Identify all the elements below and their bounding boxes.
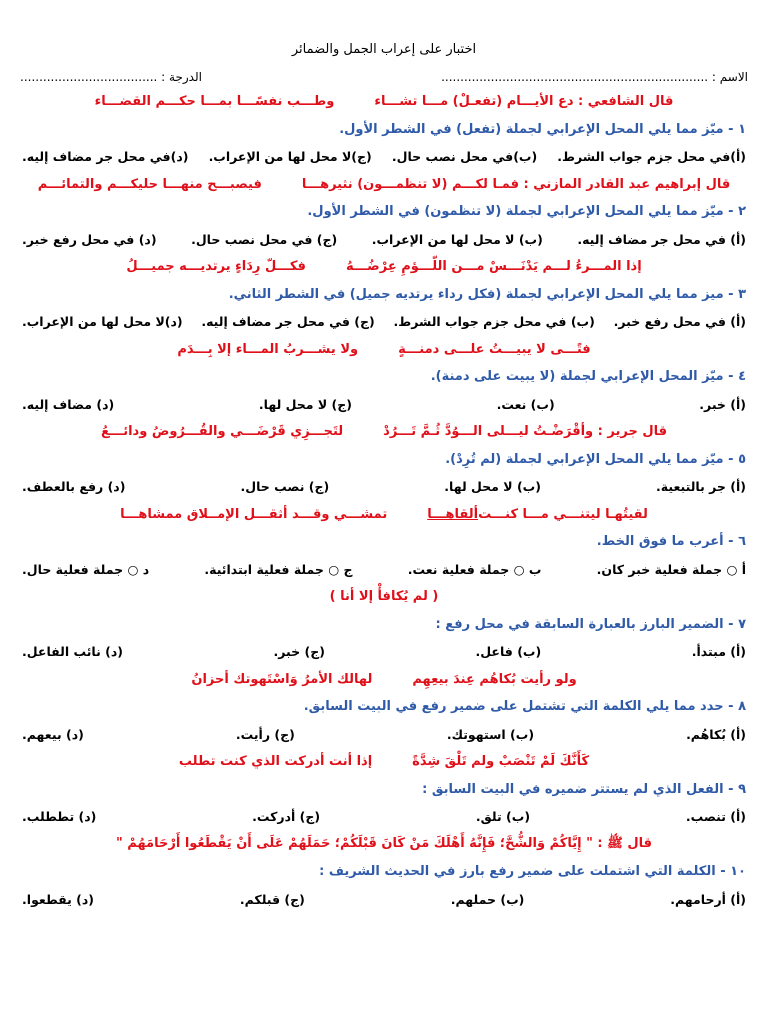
verse-line (0, 336, 768, 364)
answer-option[interactable]: ب ○ جملة فعلية نعت. (407, 561, 542, 577)
answer-option[interactable]: (أ) جر بالتبعية. (656, 479, 746, 495)
verse-first-half: كَأَنَّكَ لَمْ تَنْصَبْ ولم تَلْقَ شِدَّةً (412, 754, 590, 770)
answer-option[interactable]: (د) مضاف إليه. (22, 396, 115, 412)
answer-option[interactable]: (ب) تلق. (475, 809, 531, 825)
answer-option[interactable]: (ب) فاعل. (475, 644, 542, 660)
verse-first-half: قال إبراهيم عبد القادر المازني : فمـا لكـــم (لا تنظمـــون) نثيرهـــا (301, 176, 731, 192)
answer-option[interactable]: (ج)لا محل لها من الإعراب. (208, 149, 372, 165)
name-dots: ...................................................................... (441, 70, 709, 84)
answer-option[interactable]: ج ○ جملة فعلية ابتدائية. (204, 561, 353, 577)
verse-first-half: قال جرير : وأقْرَضْـتُ ليـــلى الـــوُدَّ ثُـمَّ تَـــرُدْ (383, 424, 668, 440)
answer-option[interactable]: (د) في محل رفع خبر. (22, 231, 157, 247)
verse-second-half: لهالك الأمرُ وَاسْتَهوتك أحزانُ (191, 671, 373, 687)
question-text: ٩ - الفعل الذي لم يستتر ضميره في البيت السابق : (422, 781, 746, 797)
verse-first-half: فتًـــى لا يبيـــتُ علـــى دمنـــةٍ (398, 341, 591, 357)
answer-option[interactable]: (أ) خبر. (699, 396, 746, 412)
answer-option[interactable]: (ب) في محل جزم جواب الشرط. (393, 314, 595, 330)
verse-first-half: قال الشافعي : دع الأيـــام (تفعـلْ) مـــا تشـــاء (374, 94, 674, 110)
verse-line (0, 666, 768, 694)
answer-option[interactable]: (أ) أرحامهم. (670, 891, 746, 907)
answer-option[interactable]: (أ)في محل جزم جواب الشرط. (557, 149, 746, 165)
answer-option[interactable]: (د) رفع بالعطف. (22, 479, 126, 495)
answer-options (0, 143, 768, 171)
verse-line (0, 253, 768, 281)
verse-line (0, 831, 768, 859)
verse-first-half: إذا المـــرءُ لـــم يَدْنَـــسْ مـــن اللّـــؤمِ عِرْضُـــهُ (345, 259, 642, 275)
answer-options (0, 638, 768, 666)
verse-first-half: ( لم يُكافأْ إلا أنا ) (329, 589, 439, 605)
verse-second-half: فكـــلّ رِدَاءٍ يرتديـــه جميـــلُ (126, 259, 306, 275)
question-text: ٧ - الضمير البارز بالعبارة السابقة في محل رفع : (435, 616, 746, 632)
answer-option[interactable]: د ○ جملة فعلية حال. (22, 561, 150, 577)
answer-option[interactable]: (د) نائب الفاعل. (22, 644, 123, 660)
answer-options (0, 803, 768, 831)
exam-body (0, 88, 768, 913)
question-text: ١٠ - الكلمة التي اشتملت على ضمير رفع بارز في الحديث الشريف : (319, 864, 746, 880)
answer-options (0, 391, 768, 419)
answer-option[interactable]: (د) يقطعوا. (22, 891, 95, 907)
answer-option[interactable]: (د) بيعهم. (22, 726, 84, 742)
student-info-row (0, 66, 768, 88)
answer-option[interactable]: (د)في محل جر مضاف إليه. (22, 149, 189, 165)
answer-option[interactable]: (ب) نعت. (496, 396, 555, 412)
grade-label: الدرجة : (161, 70, 202, 84)
question-text: ٤ - ميّز المحل الإعرابي لجملة (لا يبيت على دمنة). (430, 369, 746, 385)
question-text: ٣ - ميز مما يلي المحل الإعرابي لجملة (فكل رداء يرتديه جميل) في الشطر الثاني. (228, 286, 746, 302)
name-field (441, 70, 748, 84)
answer-option[interactable]: (ج) خبر. (273, 644, 325, 660)
answer-option[interactable]: (ج) قبلكم. (239, 891, 305, 907)
question-text: ١ - ميّز مما يلي المحل الإعرابي لجملة (تفعل) في الشطر الأول. (339, 121, 746, 137)
question-text: ٥ - ميّز مما يلي المحل الإعرابي لجملة (لم تُرِدْ). (445, 451, 746, 467)
underlined-phrase: ألقاهـــا (427, 506, 479, 522)
answer-option[interactable]: (د) تططلب. (22, 809, 97, 825)
answer-option[interactable]: (ج) رأيت. (235, 726, 295, 742)
verse-second-half: ولا يشـــربُ المـــاء إلا بِـــدَم (177, 341, 359, 357)
verse-second-half: فيصبـــح منهـــا حليكـــم والتمائـــم (37, 176, 262, 192)
answer-option[interactable]: (ب) استهوتك. (446, 726, 535, 742)
answer-option[interactable]: أ ○ جملة فعلية خبر كان. (596, 561, 746, 577)
answer-option[interactable]: (ج) في محل نصب حال. (191, 231, 338, 247)
verse-second-half: إذا أنت أدركت الذي كنت تطلب (178, 754, 373, 770)
answer-option[interactable]: (ب)في محل نصب حال. (391, 149, 538, 165)
verse-line (0, 171, 768, 199)
answer-options (0, 721, 768, 749)
verse-second-half: تمشـــي وقـــد أثقـــل الإمــلاق ممشاهـــا (120, 506, 388, 522)
answer-option[interactable]: (أ) مبتدأ. (691, 644, 746, 660)
answer-options (0, 556, 768, 584)
answer-options (0, 886, 768, 914)
verse-first-half: ولو رأيت بُكاهُم عِندَ بيعِهِم (412, 671, 577, 687)
question-text: ٦ - أعرب ما فوق الخط. (596, 534, 746, 550)
verse-line (0, 748, 768, 776)
answer-option[interactable]: (ب) حملهم. (450, 891, 525, 907)
answer-option[interactable]: (أ) في محل رفع خبر. (613, 314, 746, 330)
page-title: اختبار على إعراب الجمل والضمائر (291, 42, 477, 57)
verse-second-half: وطـــب نفسًـــا بمـــا حكـــم القضـــاء (94, 94, 335, 110)
answer-option[interactable]: (ج) في محل جر مضاف إليه. (201, 314, 375, 330)
name-label: الاسم : (711, 70, 748, 84)
verse-first-half: قال ﷺ : " إِيَّاكُمْ وَالشُّحَّ؛ فَإِنَّهُ أَهْلَكَ مَنْ كَانَ قَبْلَكُمْ؛ حَمَلَهُمْ عَلَى أَنْ يَقْطَعُوا أَرْحَامَهُمْ " (115, 835, 653, 851)
verse-second-half: لتَجـــزِي قَرْضَـــي والقُـــرُوضُ ودائـــعُ (101, 424, 344, 440)
answer-option[interactable]: (ج) لا محل لها. (258, 396, 352, 412)
answer-options (0, 308, 768, 336)
answer-option[interactable]: (ج) نصب حال. (240, 479, 330, 495)
answer-option[interactable]: (ج) أدركت. (252, 809, 321, 825)
verse-line (0, 583, 768, 611)
answer-option[interactable]: (ب) لا محل لها. (444, 479, 541, 495)
answer-option[interactable]: (ب) لا محل لها من الإعراب. (371, 231, 543, 247)
verse-first-half: لقيتُهـا ليتنـــي مـــا كنـــت (478, 506, 648, 522)
grade-dots: .................................... (20, 70, 158, 84)
answer-option[interactable]: (أ) تنصب. (685, 809, 746, 825)
answer-options (0, 226, 768, 254)
answer-option[interactable]: (د)لا محل لها من الإعراب. (22, 314, 183, 330)
answer-option[interactable]: (أ) في محل جر مضاف إليه. (577, 231, 746, 247)
grade-field (20, 70, 202, 84)
verse-line (0, 501, 768, 529)
answer-options (0, 473, 768, 501)
question-text: ٢ - ميّز مما يلي المحل الإعرابي لجملة (لا تنظمون) في الشطر الأول. (307, 204, 746, 220)
verse-line (0, 88, 768, 116)
answer-option[interactable]: (أ) بُكاهُم. (686, 726, 746, 742)
verse-line (0, 418, 768, 446)
question-text: ٨ - حدد مما يلي الكلمة التي تشتمل على ضمير رفع في البيت السابق. (303, 699, 746, 715)
